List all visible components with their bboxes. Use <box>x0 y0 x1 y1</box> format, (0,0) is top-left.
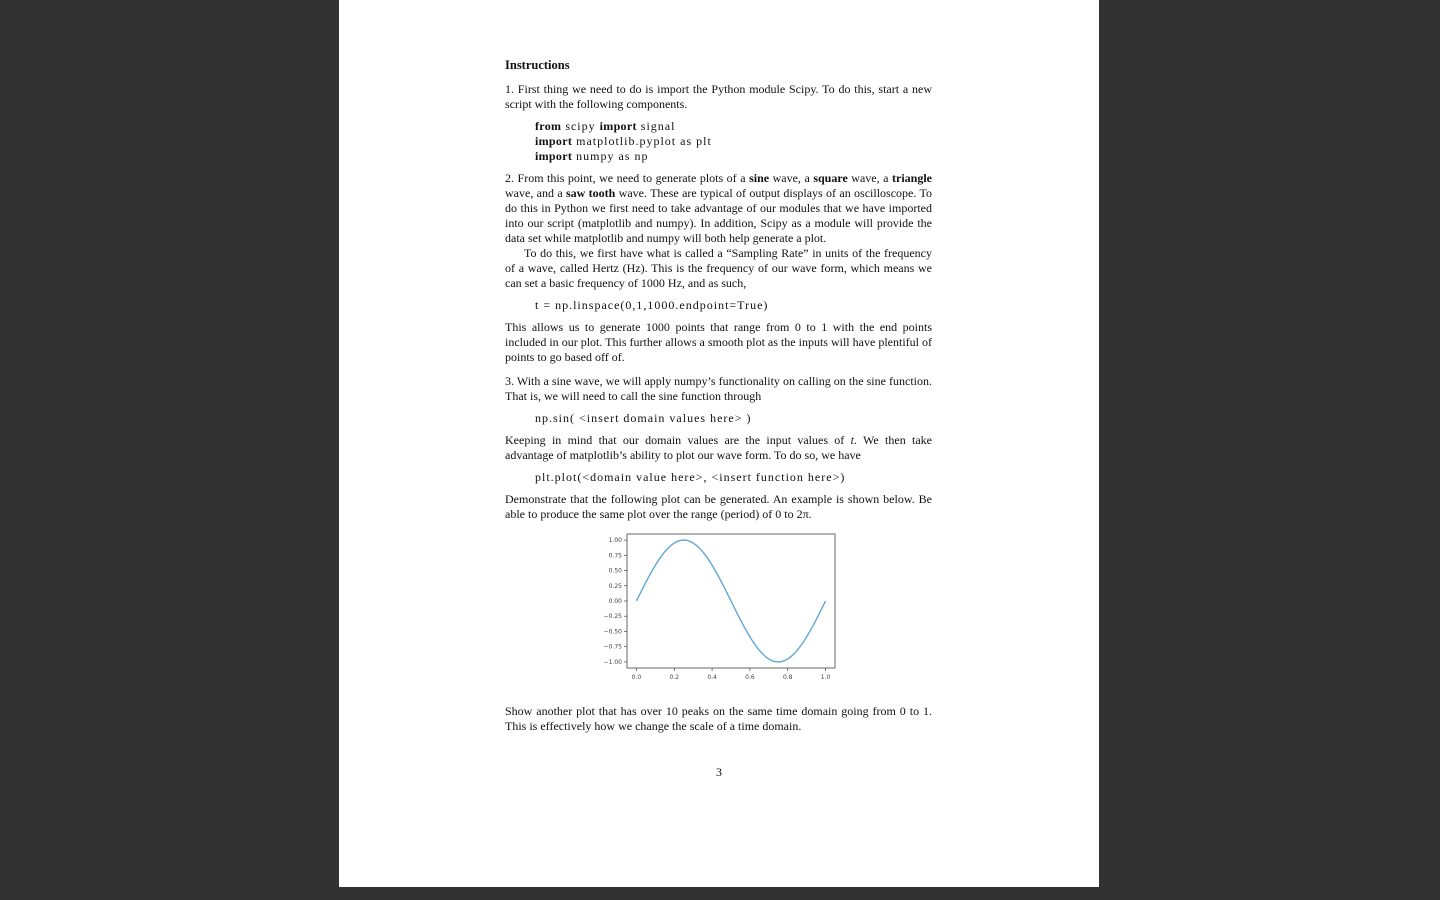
x-tick-label: 0.8 <box>782 674 793 681</box>
code-line-1: from scipy import signal <box>535 119 676 133</box>
document-page <box>339 0 1099 887</box>
code-line-3: import numpy as np <box>535 149 649 163</box>
sine-figure <box>505 532 932 692</box>
step2-paragraph: 2. From this point, we need to generate plots of a sine wave, a square wave, a triangle wave, and a saw tooth wave. These are typical of output displays of an oscilloscope. To do this in Python we first need to take advantage of our modules that we have imported into our script (matplotlib and numpy). In addition, Scipy as a module will provide the data set while matplotlib and numpy will both help generate a plot. <box>505 171 932 245</box>
y-tick-label: −0.25 <box>603 613 622 621</box>
x-tick-label: 0.2 <box>669 674 680 681</box>
x-tick-label: 0.4 <box>707 674 717 681</box>
y-tick-label: 1.00 <box>608 537 622 545</box>
step3-paragraph: 3. With a sine wave, we will apply numpy’s functionality on calling on the sine function. That is, we will need to call the sine function through <box>505 374 932 403</box>
code-line-2: import matplotlib.pyplot as plt <box>535 134 712 148</box>
y-tick-label: −0.75 <box>603 643 622 651</box>
x-tick-label: 0.0 <box>631 674 642 681</box>
page-number: 3 <box>716 765 722 779</box>
y-tick-label: 0.00 <box>608 598 622 605</box>
x-tick-label: 1.0 <box>820 674 831 681</box>
step1-paragraph: 1. First thing we need to do is import the Python module Scipy. To do this, start a new script with the following components. <box>505 82 932 111</box>
section-heading: Instructions <box>505 58 570 72</box>
points-paragraph: This allows us to generate 1000 points that range from 0 to 1 with the end points included in our plot. This further allows a smooth plot as the inputs will have plentiful of points to go based off of. <box>505 320 932 364</box>
page-content <box>505 58 932 734</box>
ten-peaks-paragraph: Show another plot that has over 10 peaks on the same time domain going from 0 to 1. This is effectively how we change the scale of a time domain. <box>505 704 932 733</box>
plot-code: plt.plot(<domain value here>, <insert function here>) <box>535 470 846 484</box>
y-tick-label: −1.00 <box>603 658 622 666</box>
demonstrate-paragraph: Demonstrate that the following plot can be generated. An example is shown below. Be able to produce the same plot over the range (period) of 0 to 2π. <box>505 492 932 521</box>
import-code-block <box>535 119 932 164</box>
y-tick-label: 0.50 <box>608 567 622 575</box>
y-tick-label: 0.25 <box>608 582 622 590</box>
x-tick-label: 0.6 <box>745 674 755 681</box>
sin-code: np.sin( <insert domain values here> ) <box>535 411 752 425</box>
domain-paragraph: Keeping in mind that our domain values are the input values of t. We then take advantage of matplotlib’s ability to plot our wave form. To do so, we have <box>505 433 932 462</box>
sine-chart <box>599 532 839 684</box>
y-tick-label: 0.75 <box>608 552 622 560</box>
linspace-code: t = np.linspace(0,1,1000.endpoint=True) <box>535 298 769 312</box>
y-tick-label: −0.50 <box>603 628 622 636</box>
sampling-rate-paragraph: To do this, we first have what is called a “Sampling Rate” in units of the frequency of a wave, called Hertz (Hz). This is the frequency of our wave form, which means we can set a basic frequency of 1000 Hz, and as such, <box>505 246 932 290</box>
